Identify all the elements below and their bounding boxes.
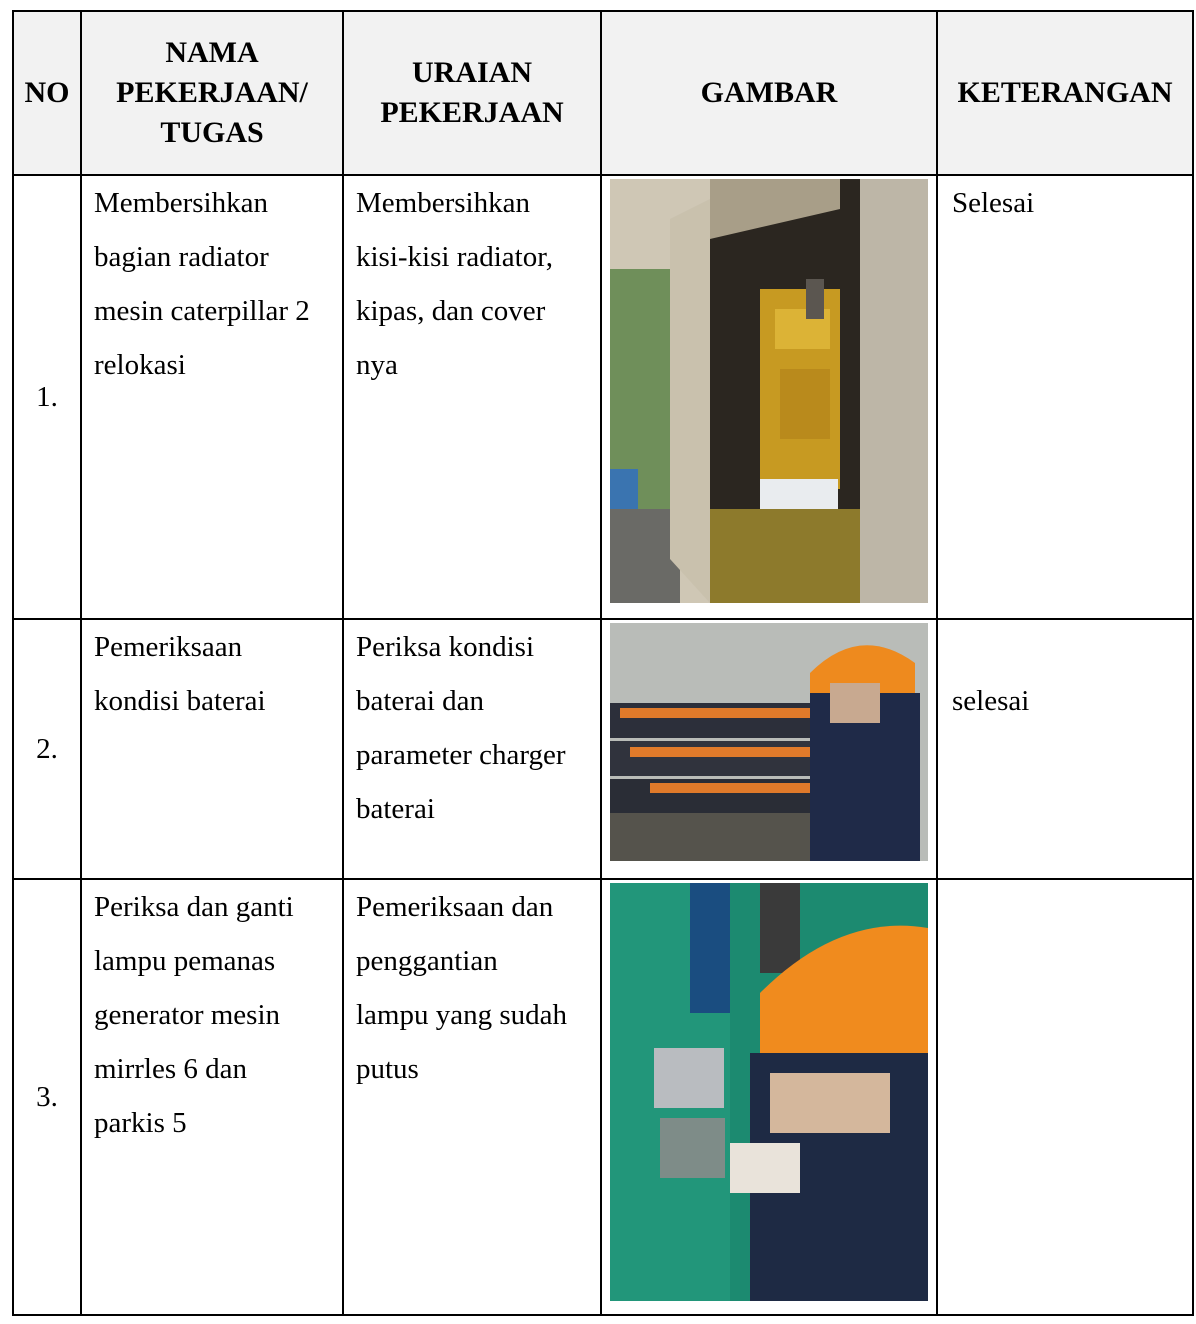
work-log-table [12,10,1194,1316]
task-description-line: putus [356,1053,419,1085]
task-description-line: Membersihkan [356,187,530,219]
task-description [343,175,601,619]
status-cell: Selesai [937,175,1193,619]
task-description-line: kipas, dan cover [356,295,546,327]
header-gambar: GAMBAR [601,11,937,175]
row-number: 2. [13,619,81,879]
task-name [81,175,343,619]
task-description-line: baterai [356,793,435,825]
header-no: NO [13,11,81,175]
task-name-line: Pemeriksaan [94,631,243,663]
task-description-line: Periksa kondisi [356,631,535,663]
table-row [13,879,1193,1315]
photo-cell [601,879,937,1315]
task-name-line: bagian radiator [94,241,269,273]
header-row [13,11,1193,175]
task-name-line: lampu pemanas [94,945,276,977]
task-description [343,619,601,879]
task-description [343,879,601,1315]
generator-lamp-drawing [610,883,928,1301]
task-name-line: generator mesin [94,999,281,1031]
header-nama-line1: NAMA [165,36,259,69]
header-nama-line3: TUGAS [160,116,264,149]
task-name [81,619,343,879]
task-name-line: parkis 5 [94,1107,187,1139]
task-name [81,879,343,1315]
header-nama-pekerjaan [81,11,343,175]
header-keterangan: KETERANGAN [937,11,1193,175]
task-description-line: kisi-kisi radiator, [356,241,553,273]
task-name-line: mesin caterpillar 2 [94,295,310,327]
photo-battery-inspection [610,623,928,861]
engine-container-drawing [610,179,928,603]
status-text: selesai [952,685,1030,717]
task-description-line: parameter charger [356,739,566,771]
header-nama-line2: PEKERJAAN/ [116,76,308,109]
status-cell [937,619,1193,879]
row-number: 3. [13,879,81,1315]
task-name-line: Periksa dan ganti [94,891,294,923]
photo-lamp-replacement [610,883,928,1301]
task-description-line: lampu yang sudah [356,999,568,1031]
photo-caterpillar-engine [610,179,928,603]
photo-cell [601,619,937,879]
row-number: 1. [13,175,81,619]
task-description-line: baterai dan [356,685,485,717]
task-description-line: Pemeriksaan dan [356,891,554,923]
task-name-line: kondisi baterai [94,685,266,717]
table-row [13,175,1193,619]
photo-cell [601,175,937,619]
task-name-line: Membersihkan [94,187,268,219]
header-uraian-pekerjaan [343,11,601,175]
header-uraian-line2: PEKERJAAN [380,96,564,129]
header-uraian-line1: URAIAN [412,56,532,89]
task-name-line: mirrles 6 dan [94,1053,248,1085]
task-description-line: penggantian [356,945,498,977]
task-description-line: nya [356,349,398,381]
table-row [13,619,1193,879]
status-cell [937,879,1193,1315]
task-name-line: relokasi [94,349,186,381]
battery-bank-drawing [610,623,928,861]
